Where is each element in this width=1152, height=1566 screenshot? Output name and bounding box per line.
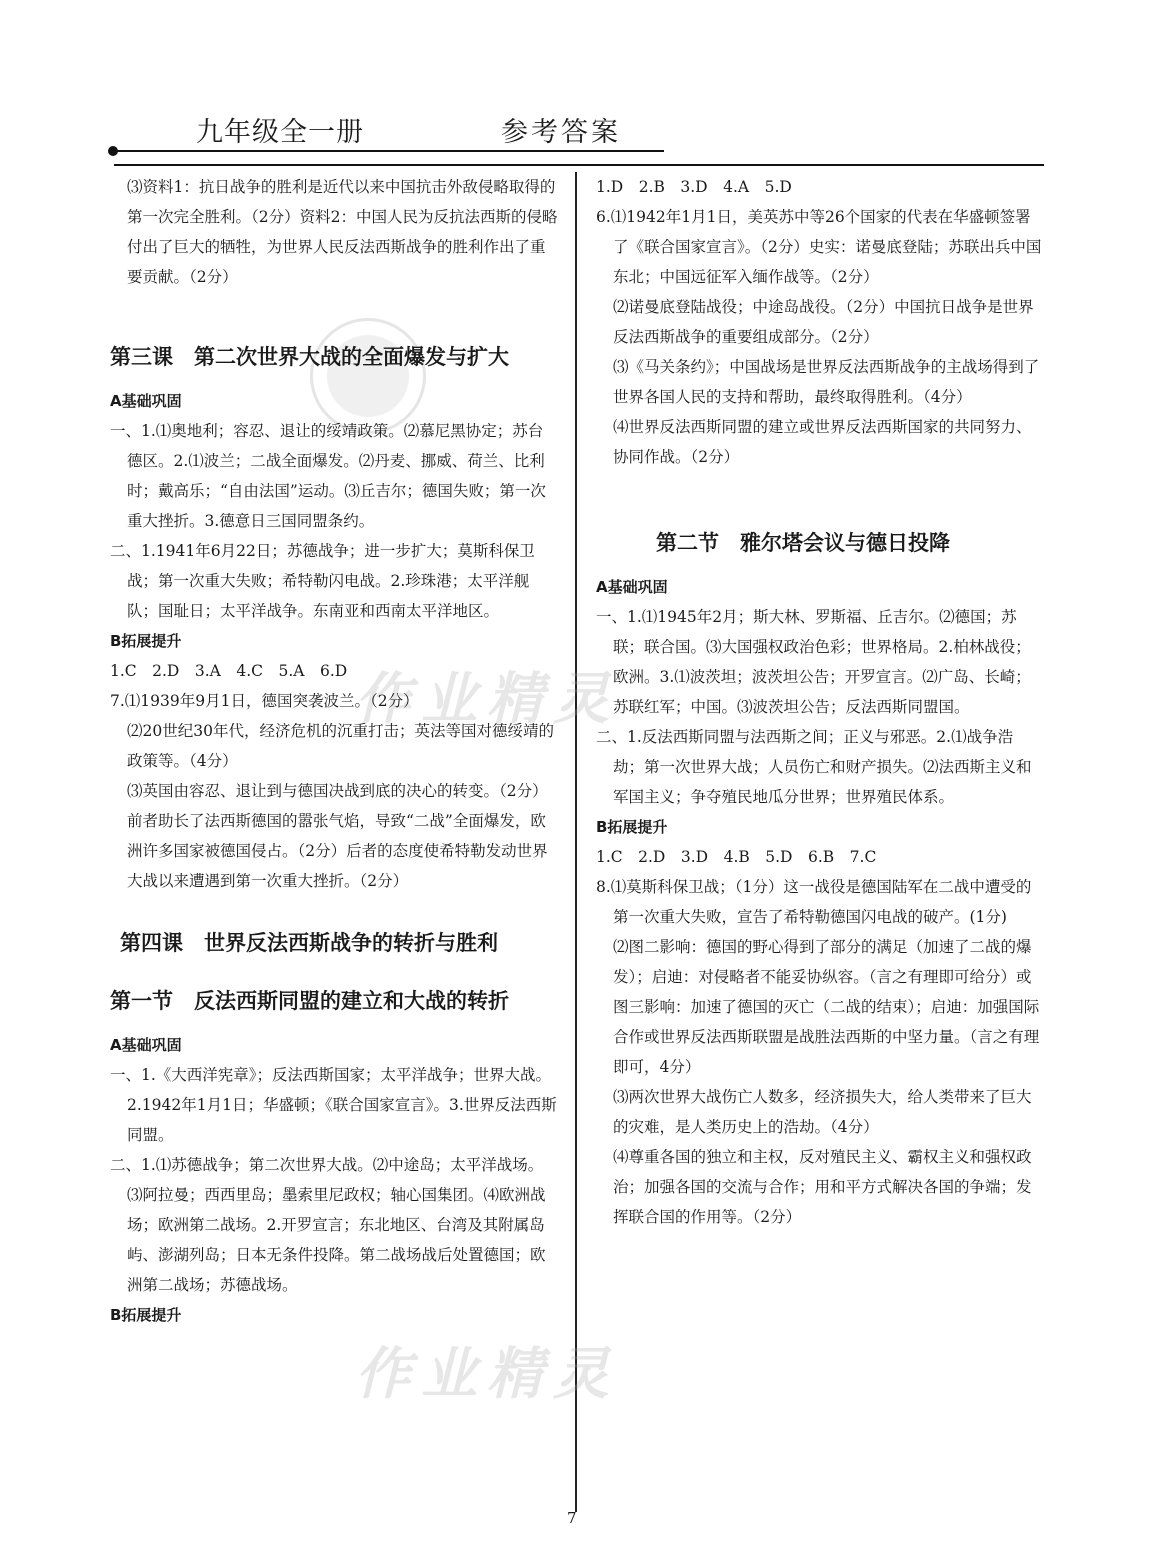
- watermark-text: 作业精灵: [355, 1342, 619, 1407]
- column-divider: [575, 172, 577, 1512]
- answer-item: ⑶两次世界大战伤亡人数多，经济损失大，给人类带来了巨大的灾难，是人类历史上的浩劫。（4分）: [613, 1088, 1032, 1136]
- answer-item: 二、1.1941年6月22日；苏德战争；进一步扩大；莫斯科保卫战；第一次重大失败；希特勒闪电战。2.珍珠港；太平洋舰队；国耻日；太平洋战争。东南亚和西南太平洋地区。: [110, 542, 535, 620]
- intro-paragraph: ⑶资料1：抗日战争的胜利是近代以来中国抗击外敌侵略取得的第一次完全胜利。（2分）资料2：中国人民为反抗法西斯的侵略付出了巨大的牺牲，为世界人民反法西斯战争的胜利作出了重要贡献。（2分）: [127, 178, 558, 286]
- answer-item: ⑵诺曼底登陆战役；中途岛战役。（2分）中国抗日战争是世界反法西斯战争的重要组成部分。（2分）: [613, 298, 1034, 346]
- answer-item: ⑷世界反法西斯同盟的建立或世界反法西斯国家的共同努力、协同作战。（2分）: [613, 418, 1032, 466]
- answer-item: 一、1.《大西洋宪章》；反法西斯国家；太平洋战争；世界大战。2.1942年1月1日；华盛顿；《联合国家宣言》。3.世界反法西斯同盟。: [110, 1066, 557, 1144]
- watermark-text: 作业精灵: [355, 667, 619, 732]
- section2-title: 第二节 雅尔塔会议与德日投降: [656, 531, 950, 555]
- right-column: [596, 172, 1044, 1232]
- answer-item: ⑶英国由容忍、退让到与德国决战到底的决心的转变。（2分）前者助长了法西斯德国的嚣张气焰，导致“二战”全面爆发，欧洲许多国家被德国侵占。（2分）后者的态度使希特勒发动世界大战以来遭遇到第一次重大挫折。（2分）: [127, 782, 548, 890]
- left-column: [110, 172, 558, 1330]
- answer-item: 一、1.⑴奥地利；容忍、退让的绥靖政策。⑵慕尼黑协定；苏台德区。2.⑴波兰；二战全面爆发。⑵丹麦、挪威、荷兰、比利时；戴高乐；“自由法国”运动。⑶丘吉尔；德国失败；第一次重大挫折。3.德意日三国同盟条约。: [110, 422, 546, 530]
- lesson4-title: 第四课 世界反法西斯战争的转折与胜利: [120, 931, 498, 955]
- answer-item: 二、1.⑴苏德战争；第二次世界大战。⑵中途岛；太平洋战场。⑶阿拉曼；西西里岛；墨索里尼政权；轴心国集团。⑷欧洲战场；欧洲第二战场。2.开罗宣言；东北地区、台湾及其附属岛屿、澎湖列岛；日本无条件投降。第二战场战后处置德国；欧洲第二战场；苏德战场。: [110, 1156, 546, 1294]
- lesson3-title: 第三课 第二次世界大战的全面爆发与扩大: [110, 345, 509, 369]
- answer-item: ⑶《马关条约》；中国战场是世界反法西斯战争的主战场得到了世界各国人民的支持和帮助，最终取得胜利。（4分）: [613, 358, 1040, 406]
- answer-item: 6.⑴1942年1月1日，美英苏中等26个国家的代表在华盛顿签署了《联合国家宣言》。（2分）史实：诺曼底登陆；苏联出兵中国东北；中国远征军入缅作战等。（2分）: [596, 208, 1042, 286]
- mc-answers: 1.D 2.B 3.D 4.A 5.D: [596, 178, 792, 196]
- answer-item: ⑷尊重各国的独立和主权，反对殖民主义、霸权主义和强权政治；加强各国的交流与合作；用和平方式解决各国的争端；发挥联合国的作用等。（2分）: [613, 1148, 1032, 1226]
- mc-answers: 1.C 2.D 3.A 4.C 5.A 6.D: [110, 662, 348, 680]
- header-rule-upper: [114, 150, 664, 152]
- answer-item: ⑵20世纪30年代，经济危机的沉重打击；英法等国对德绥靖的政策等。（4分）: [127, 722, 554, 770]
- mc-answers: 1.C 2.D 3.D 4.B 5.D 6.B 7.C: [596, 848, 877, 866]
- section-label: B拓展提升: [110, 632, 182, 650]
- answer-item: 一、1.⑴1945年2月；斯大林、罗斯福、丘吉尔。⑵德国；苏联；联合国。⑶大国强权政治色彩；世界格局。2.柏林战役；欧洲。3.⑴波茨坦；波茨坦公告；开罗宣言。⑵广岛、长崎；苏联红军；中国。⑶波茨坦公告；反法西斯同盟国。: [596, 608, 1031, 716]
- page-number: 7: [567, 1509, 577, 1527]
- answer-item: 7.⑴1939年9月1日，德国突袭波兰。（2分）: [110, 692, 419, 710]
- answer-item: ⑵图二影响：德国的野心得到了部分的满足（加速了二战的爆发）；启迪：对侵略者不能妥协纵容。（言之有理即可给分）或图三影响：加速了德国的灭亡（二战的结束）；启迪：加强国际合作或世界反法西斯联盟是战胜法西斯的中坚力量。（言之有理即可，4分）: [613, 938, 1040, 1076]
- section-label: A基础巩固: [110, 1036, 182, 1054]
- answer-item: 8.⑴莫斯科保卫战；（1分）这一战役是德国陆军在二战中遭受的第一次重大失败，宣告了希特勒德国闪电战的破产。(1分): [596, 878, 1032, 926]
- section-label: B拓展提升: [110, 1306, 182, 1324]
- answer-item: 二、1.反法西斯同盟与法西斯之间；正义与邪恶。2.⑴战争浩劫；第一次世界大战；人员伤亡和财产损失。⑵法西斯主义和军国主义；争夺殖民地瓜分世界；世界殖民体系。: [596, 728, 1032, 806]
- header-grade: 九年级全一册: [196, 117, 364, 148]
- page-header: [108, 108, 1043, 168]
- section-label: A基础巩固: [596, 578, 668, 596]
- section1-title: 第一节 反法西斯同盟的建立和大战的转折: [110, 989, 509, 1013]
- header-rule-lower: [114, 164, 1044, 166]
- section-label: A基础巩固: [110, 392, 182, 410]
- header-title: 参考答案: [501, 117, 621, 148]
- section-label: B拓展提升: [596, 818, 668, 836]
